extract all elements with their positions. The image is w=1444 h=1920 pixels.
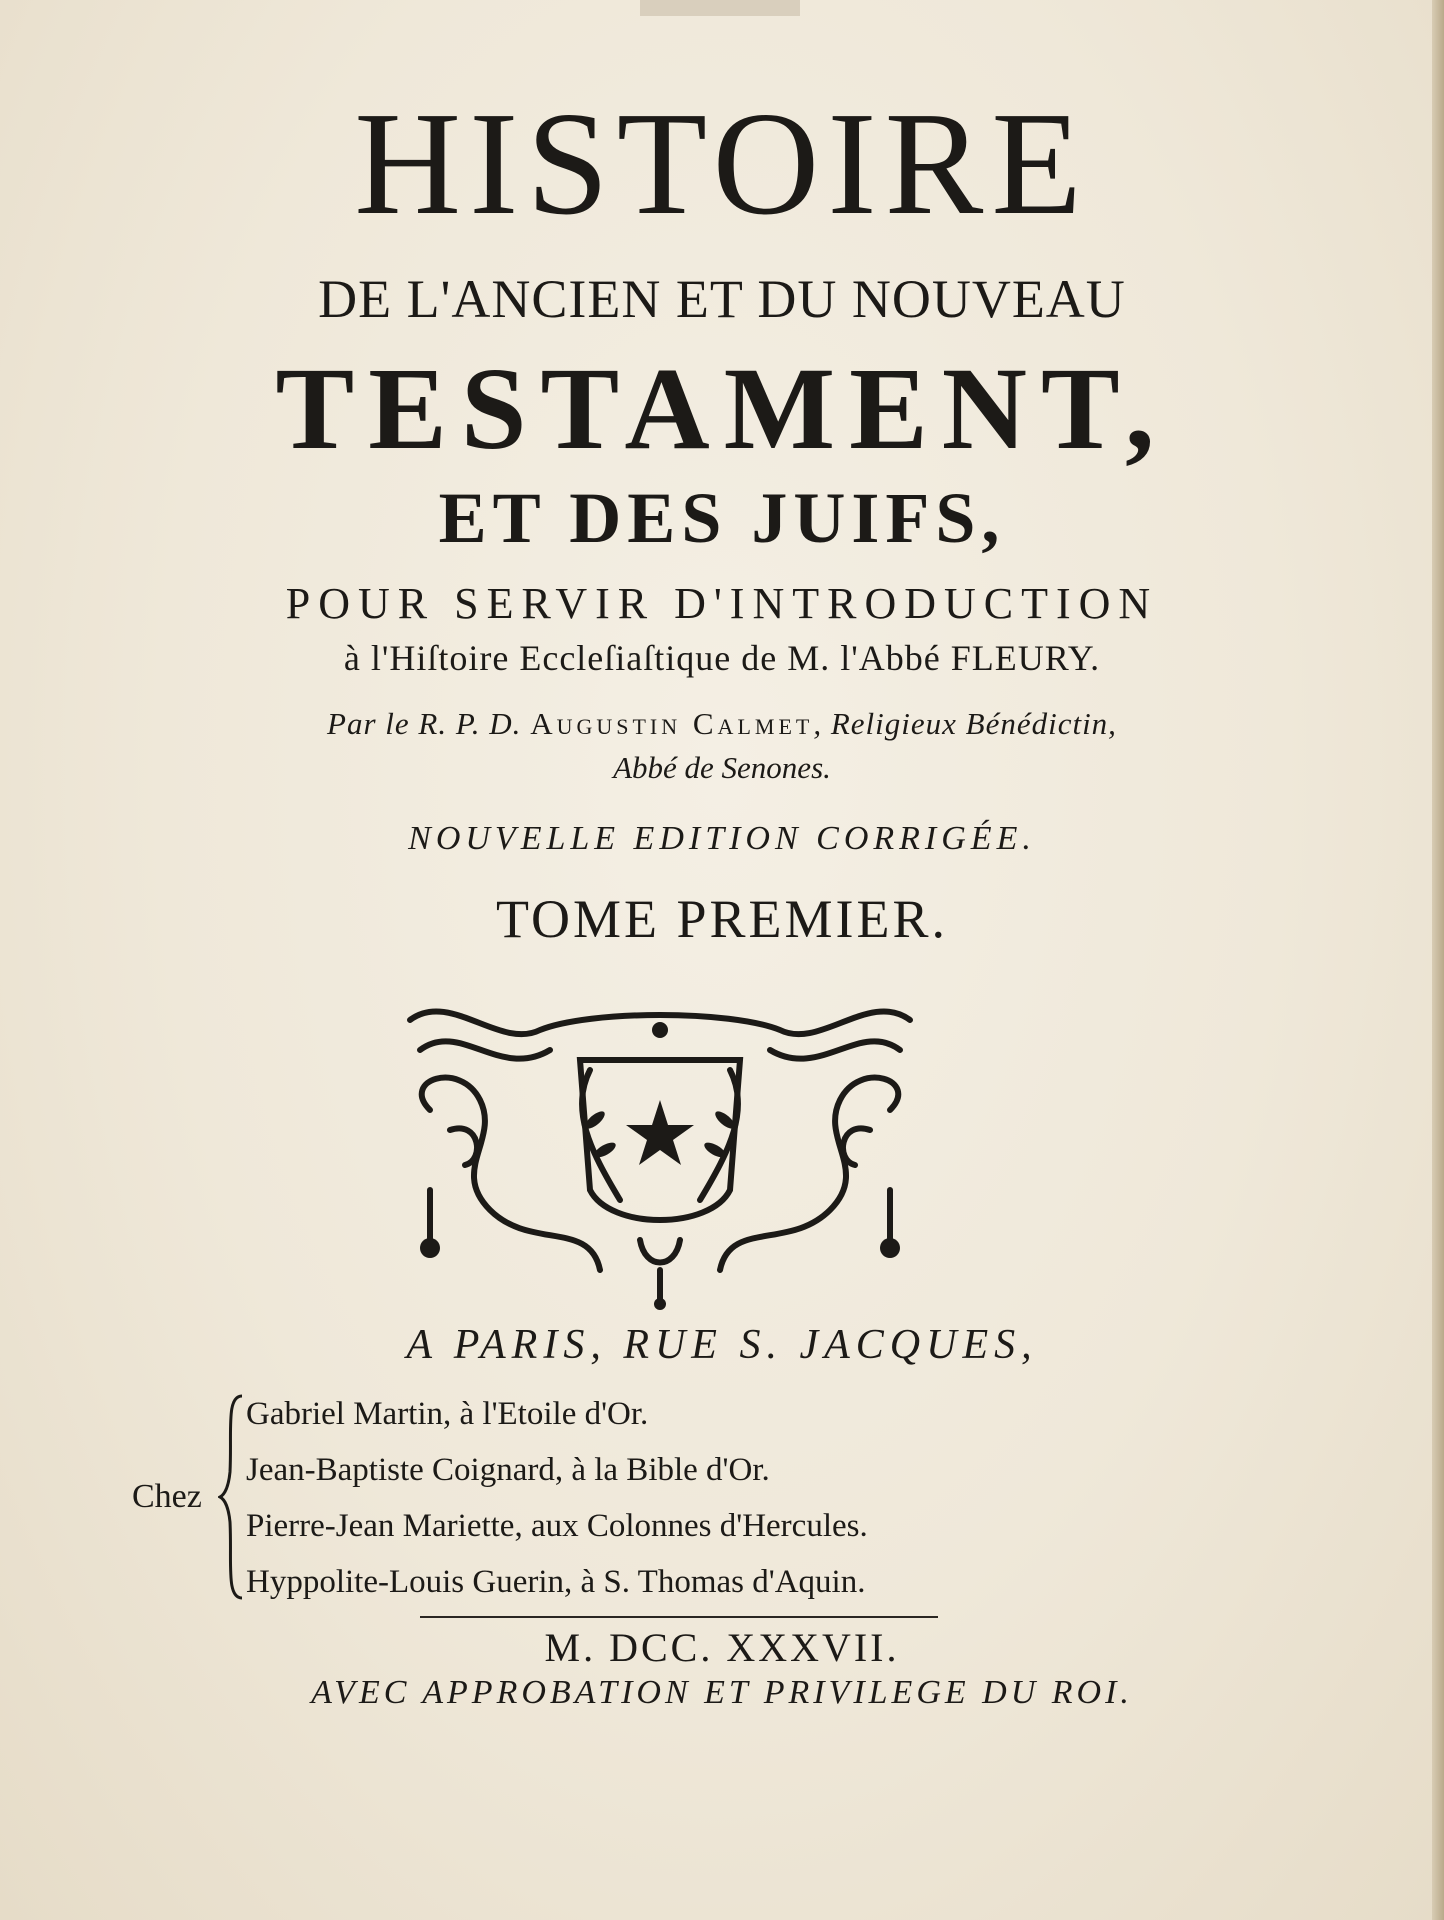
- publication-date: M. DCC. XXXVII.: [544, 1625, 900, 1670]
- privilege-line: AVEC APPROBATION ET PRIVILEGE DU ROI.: [311, 1674, 1133, 1711]
- author-abbey: Abbé de Senones.: [613, 750, 831, 785]
- printer-2: Jean-Baptiste Coignard, à la Bible d'Or.: [246, 1452, 770, 1488]
- author-prefix: Par le R. P. D.: [327, 706, 522, 741]
- chez-label: Chez: [132, 1478, 202, 1515]
- printer-4: Hyppolite-Louis Guerin, à S. Thomas d'Aquin.: [246, 1564, 866, 1600]
- place-line: A PARIS, RUE S. JACQUES,: [406, 1322, 1038, 1368]
- author-line: [0, 708, 1444, 739]
- main-title: HISTOIRE: [354, 82, 1090, 246]
- edition-line: NOUVELLE EDITION CORRIGÉE.: [408, 820, 1036, 857]
- brace-icon: [218, 1392, 248, 1602]
- author-name: Augustin Calmet: [530, 706, 814, 741]
- printer-3: Pierre-Jean Mariette, aux Colonnes d'Hercules.: [246, 1508, 868, 1544]
- subtitle-line-2: TESTAMENT,: [275, 343, 1169, 474]
- subtitle-line-1: DE L'ANCIEN ET DU NOUVEAU: [318, 269, 1126, 329]
- printer-1: Gabriel Martin, à l'Etoile d'Or.: [246, 1396, 649, 1432]
- baroque-cartouche-ornament-icon: [390, 990, 930, 1310]
- page-top-tab: [640, 0, 800, 16]
- volume-line: TOME PREMIER.: [495, 889, 949, 949]
- divider-rule: [420, 1616, 938, 1618]
- author-role: , Religieux Bénédictin,: [813, 706, 1117, 741]
- subtitle-line-3: ET DES JUIFS,: [438, 478, 1006, 558]
- purpose-line-1: POUR SERVIR D'INTRODUCTION: [285, 579, 1159, 628]
- purpose-line-2: à l'Hiſtoire Eccleſiaſtique de M. l'Abbé FLEURY.: [343, 638, 1101, 678]
